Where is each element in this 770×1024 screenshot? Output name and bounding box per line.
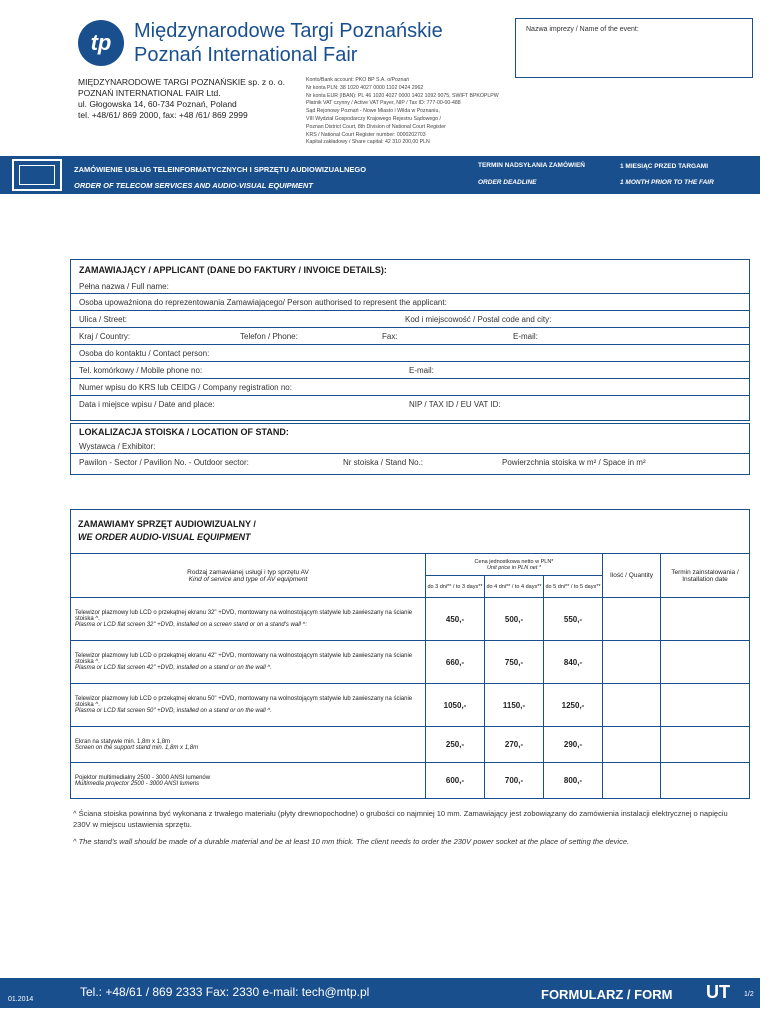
bank-line: Konto/Bank account: PKO BP S.A. o/Poznań bbox=[306, 77, 410, 83]
stand-number-field[interactable]: Nr stoiska / Stand No.: bbox=[343, 458, 424, 467]
quantity-input[interactable] bbox=[603, 684, 661, 727]
price-cell: 750,- bbox=[485, 641, 544, 684]
item-description bbox=[71, 727, 426, 763]
price-cell: 700,- bbox=[485, 763, 544, 799]
price-4-days-header: do 4 dni** / to 4 days** bbox=[485, 576, 544, 598]
postal-code-field[interactable]: Kod i miejscowość / Postal code and city: bbox=[405, 315, 552, 324]
address-line: POZNAŃ INTERNATIONAL FAIR Ltd. bbox=[78, 88, 221, 98]
bank-line: Poznan District Court, 8th Division of National Court Register bbox=[306, 123, 446, 130]
applicant-title: ZAMAWIAJĄCY / APPLICANT (DANE DO FAKTURY / INVOICE DETAILS): bbox=[79, 265, 387, 275]
contact-person-field[interactable]: Osoba do kontaktu / Contact person: bbox=[79, 349, 210, 358]
price-cell: 1150,- bbox=[485, 684, 544, 727]
item-desc-pl: Telewizor plazmowy lub LCD o przekątnej ekranu 42" +DVD, montowany na wolnostojącym statywie lub zawieszany na ścianie stoiska ^. bbox=[75, 653, 413, 665]
table-row bbox=[71, 727, 750, 763]
install-date-input[interactable] bbox=[661, 763, 750, 799]
item-desc-pl: Ekran na statywie min. 1,8m x 1,8m bbox=[75, 738, 171, 745]
authorised-person-field[interactable]: Osoba upoważniona do reprezentowania Zamawiającego/ Person authorised to represent the applicant: bbox=[79, 298, 447, 307]
full-name-field[interactable]: Pełna nazwa / Full name: bbox=[79, 282, 169, 291]
kind-header-pl: Rodzaj zamawianej usługi i typ sprzętu AV bbox=[187, 568, 309, 576]
item-desc-pl: Telewizor plazmowy lub LCD o przekątnej ekranu 50" +DVD, montowany na wolnostojącym statywie lub zawieszany na ścianie stoiska ^. bbox=[75, 696, 413, 708]
bank-details bbox=[306, 77, 556, 147]
item-desc-en: Plasma or LCD flat screen 42" +DVD, installed on a stand or on the wall ^. bbox=[75, 665, 272, 671]
bank-line: Nr konta EUR (IBAN): PL 46 1020 4027 0000 1402 1092 9075, SWIFT BPKOPLPW bbox=[306, 92, 499, 99]
price-cell: 500,- bbox=[485, 598, 544, 641]
registration-date-field[interactable]: Data i miejsce wpisu / Date and place: bbox=[79, 400, 215, 409]
tax-id-field[interactable]: NIP / TAX ID / EU VAT ID: bbox=[409, 400, 501, 409]
table-row bbox=[71, 598, 750, 641]
item-desc-pl: Telewizor plazmowy lub LCD o przekątnej ekranu 32" +DVD, montowany na wolnostojącym statywie lub zawieszany na ścianie stoiska ^. bbox=[75, 610, 413, 622]
price-cell: 250,- bbox=[426, 727, 485, 763]
pavilion-field[interactable]: Pawilon - Sector / Pavilion No. - Outdoor sector: bbox=[79, 458, 249, 467]
footer-contact: Tel.: +48/61 / 869 2333 Fax: 2330 e-mail: tech@mtp.pl bbox=[80, 985, 370, 999]
divider bbox=[70, 344, 750, 345]
price-5-days-header: do 5 dni** / to 5 days** bbox=[544, 576, 603, 598]
quantity-input[interactable] bbox=[603, 727, 661, 763]
form-code: UT bbox=[706, 982, 730, 1002]
event-name-label: Nazwa imprezy / Name of the event: bbox=[526, 26, 639, 33]
divider bbox=[70, 361, 750, 362]
table-row bbox=[71, 641, 750, 684]
table-row bbox=[71, 763, 750, 799]
form-date: 01.2014 bbox=[8, 996, 34, 1003]
price-cell: 660,- bbox=[426, 641, 485, 684]
table-row bbox=[71, 684, 750, 727]
price-3-days-header: do 3 dni** / to 3 days** bbox=[426, 576, 485, 598]
item-desc-en: Multimedia projector 2500 - 3000 ANSI lumens bbox=[75, 780, 200, 787]
item-description bbox=[71, 763, 426, 799]
divider bbox=[70, 293, 750, 294]
divider bbox=[70, 378, 750, 379]
item-desc-en: Plasma or LCD flat screen 32" +DVD, installed on a screen stand or on a stand's wall ^: bbox=[75, 622, 308, 628]
address-line: tel. +48/61/ 869 2000, fax: +48 /61/ 869 2999 bbox=[78, 110, 248, 120]
wall-note-en: ^ The stand's wall should be made of a durable material and be at least 10 mm thick. The client needs to order the 230V power socket at the place of setting the device. bbox=[73, 837, 630, 846]
price-cell: 290,- bbox=[544, 727, 603, 763]
address-line: ul. Głogowska 14, 60-734 Poznań, Poland bbox=[78, 99, 237, 109]
bank-line: Nr konta PLN: 38 1020 4027 0000 1102 0424 2962 bbox=[306, 84, 424, 91]
divider bbox=[70, 327, 750, 328]
quantity-input[interactable] bbox=[603, 763, 661, 799]
price-cell: 840,- bbox=[544, 641, 603, 684]
brand-name-en: Poznań International Fair bbox=[134, 44, 358, 66]
phone-field[interactable]: Telefon / Phone: bbox=[240, 332, 298, 341]
deadline-value-en: 1 MONTH PRIOR TO THE FAIR bbox=[620, 179, 714, 186]
price-cell: 1050,- bbox=[426, 684, 485, 727]
price-cell: 270,- bbox=[485, 727, 544, 763]
logo-text: tp bbox=[90, 30, 112, 55]
divider bbox=[70, 395, 750, 396]
brand-name-pl: Międzynarodowe Targi Poznańskie bbox=[134, 20, 443, 42]
av-order-header bbox=[70, 509, 750, 553]
deadline-label-en: ORDER DEADLINE bbox=[478, 179, 537, 186]
quantity-input[interactable] bbox=[603, 598, 661, 641]
deadline-label-pl: TERMIN NADSYŁANIA ZAMÓWIEŃ bbox=[478, 162, 586, 169]
item-description bbox=[71, 598, 426, 641]
divider bbox=[70, 453, 750, 454]
fax-field[interactable]: Fax: bbox=[382, 332, 398, 341]
form-title-pl: ZAMÓWIENIE USŁUG TELEINFORMATYCZNYCH I SPRZĘTU AUDIOWIZUALNEGO bbox=[74, 165, 367, 174]
contact-email-field[interactable]: E-mail: bbox=[409, 366, 434, 375]
price-cell: 600,- bbox=[426, 763, 485, 799]
page-number: 1/2 bbox=[744, 991, 754, 998]
price-header-pl: Cena jednostkowa netto w PLN* bbox=[474, 558, 554, 565]
bank-line: Kapitał zakładowy / Share capital: 42 310 200,00 PLN bbox=[306, 139, 430, 146]
company-address bbox=[78, 77, 285, 121]
kind-header bbox=[71, 554, 426, 598]
wall-note-pl: ^ Ściana stoiska powinna być wykonana z trwałego materiału (płyty drewnopochodne) o grubości co najmniej 10 mm. Zamawiający jest zobowiązany do zamówienia instalacji elektrycznej o napięciu 230V w miejscu ustawienia sprzętu. bbox=[73, 809, 728, 829]
price-header-en: Unit price in PLN net * bbox=[486, 564, 542, 571]
av-equipment-table bbox=[70, 553, 750, 799]
mtp-logo bbox=[78, 20, 124, 66]
mobile-phone-field[interactable]: Tel. komórkowy / Mobile phone no: bbox=[79, 366, 203, 375]
address-line: MIĘDZYNARODOWE TARGI POZNAŃSKIE sp. z o. o. bbox=[78, 77, 286, 87]
item-description bbox=[71, 684, 426, 727]
kind-header-en: Kind of service and type of AV equipment bbox=[188, 575, 308, 583]
item-desc-pl: Pojektor multimedialny 2500 - 3000 ANSI lumenów bbox=[75, 774, 211, 781]
install-date-header: Termin zainstalowania / Installation date bbox=[661, 554, 750, 598]
price-cell: 1250,- bbox=[544, 684, 603, 727]
divider bbox=[70, 310, 750, 311]
stand-area-field[interactable]: Powierzchnia stoiska w m² / Space in m² bbox=[502, 458, 646, 467]
item-desc-en: Plasma or LCD flat screen 50" +DVD, installed on a stand or on the wall ^. bbox=[75, 708, 272, 714]
bank-line: VIII Wydział Gospodarczy Krajowego Rejestru Sądowego / bbox=[306, 115, 441, 122]
bank-line: Płatnik VAT czynny / Active VAT Payer, NIP / Tax ID: 777-00-00-488 bbox=[306, 100, 461, 107]
exhibitor-field[interactable]: Wystawca / Exhibitor: bbox=[79, 442, 156, 451]
item-desc-en: Screen on the support stand min. 1,8m x 1,8m bbox=[75, 744, 199, 751]
quantity-input[interactable] bbox=[603, 641, 661, 684]
email-field[interactable]: E-mail: bbox=[513, 332, 538, 341]
install-date-input[interactable] bbox=[661, 641, 750, 684]
install-date-input[interactable] bbox=[661, 727, 750, 763]
av-order-title-pl: ZAMAWIAMY SPRZĘT AUDIOWIZUALNY / bbox=[78, 519, 256, 529]
install-date-input[interactable] bbox=[661, 598, 750, 641]
deadline-value-pl: 1 MIESIĄC PRZED TARGAMI bbox=[620, 163, 708, 170]
av-order-title-en: WE ORDER AUDIO-VISUAL EQUIPMENT bbox=[78, 532, 251, 542]
monitor-icon bbox=[12, 159, 62, 191]
form-label: FORMULARZ / FORM bbox=[541, 987, 673, 1002]
install-date-input[interactable] bbox=[661, 684, 750, 727]
price-cell: 550,- bbox=[544, 598, 603, 641]
street-field[interactable]: Ulica / Street: bbox=[79, 315, 128, 324]
country-field[interactable]: Kraj / Country: bbox=[79, 332, 131, 341]
quantity-header: Ilość / Quantity bbox=[603, 554, 661, 598]
stand-location-title: LOKALIZACJA STOISKA / LOCATION OF STAND: bbox=[79, 427, 289, 437]
price-header bbox=[426, 554, 603, 576]
event-name-field[interactable] bbox=[515, 18, 753, 78]
form-title-en: ORDER OF TELECOM SERVICES AND AUDIO-VISUAL EQUIPMENT bbox=[74, 181, 313, 190]
company-registration-field[interactable]: Numer wpisu do KRS lub CEIDG / Company registration no: bbox=[79, 383, 292, 392]
bank-line: KRS / National Court Register number: 0000202703 bbox=[306, 131, 426, 138]
price-cell: 800,- bbox=[544, 763, 603, 799]
bank-line: Sąd Rejonowy Poznań - Nowe Miasto i Wilda w Poznaniu, bbox=[306, 108, 440, 115]
item-description bbox=[71, 641, 426, 684]
applicant-section bbox=[70, 259, 750, 421]
price-cell: 450,- bbox=[426, 598, 485, 641]
